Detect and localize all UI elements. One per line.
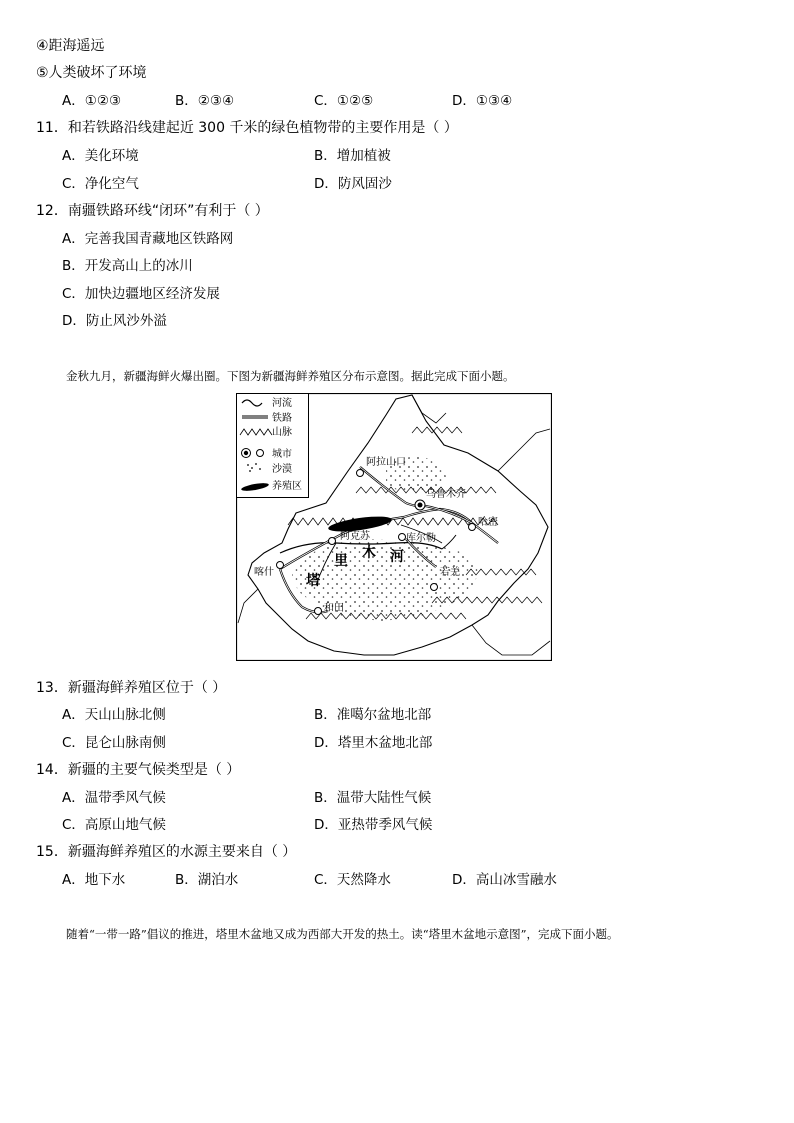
- basin-char-mu: 木: [362, 545, 376, 561]
- city-label-alashankou: 阿拉山口: [366, 457, 406, 468]
- xinjiang-aquaculture-map: [236, 393, 552, 661]
- q10-option-a: A．①②③: [62, 93, 122, 109]
- city-label-hami: 哈密: [478, 517, 498, 528]
- q12-stem: 12．南疆铁路环线“闭环”有利于（ ）: [36, 203, 269, 219]
- q12-option-a: A．完善我国青藏地区铁路网: [62, 231, 234, 247]
- city-marker-aksu: [329, 538, 336, 545]
- q13-option-b: B．准噶尔盆地北部: [314, 707, 432, 723]
- legend-desert-label: 沙漠: [272, 464, 292, 475]
- answer-item-4: ④距海遥远: [36, 38, 105, 54]
- q14-option-c: C．高原山地气候: [62, 817, 166, 833]
- city-label-aksu: 阿克苏: [340, 531, 370, 542]
- q14-option-b: B．温带大陆性气候: [314, 790, 432, 806]
- city-marker-hotan: [315, 608, 322, 615]
- q14-option-d: D．亚热带季风气候: [314, 817, 433, 833]
- q12-option-c: C．加快边疆地区经济发展: [62, 286, 220, 302]
- q11-option-b: B．增加植被: [314, 148, 391, 164]
- q11-option-d: D．防风固沙: [314, 176, 392, 192]
- q15-stem: 15．新疆海鲜养殖区的水源主要来自（ ）: [36, 844, 297, 860]
- legend-city-label: 城市: [272, 449, 292, 460]
- city-marker-korla: [399, 534, 406, 541]
- q10-option-b: B．②③④: [175, 93, 235, 109]
- city-marker-kashgar: [277, 562, 284, 569]
- legend-railway-label: 铁路: [272, 413, 292, 424]
- q12-option-d: D．防止风沙外溢: [62, 313, 167, 329]
- legend-aquaculture-label: 养殖区: [272, 481, 302, 492]
- q15-option-b: B．湖泊水: [175, 872, 239, 888]
- q13-stem: 13．新疆海鲜养殖区位于（ ）: [36, 680, 227, 696]
- q12-option-b: B．开发高山上的冰川: [62, 258, 193, 274]
- basin-char-he: 河: [390, 549, 404, 565]
- city-label-ruoqiang: 若羌: [440, 567, 460, 578]
- q13-option-c: C．昆仑山脉南侧: [62, 735, 166, 751]
- city-label-kashgar: 喀什: [254, 567, 274, 578]
- city-marker-ruoqiang: [431, 584, 438, 591]
- q11-option-a: A．美化环境: [62, 148, 139, 164]
- q14-option-a: A．温带季风气候: [62, 790, 166, 806]
- q15-option-d: D．高山冰雪融水: [452, 872, 557, 888]
- q14-stem: 14．新疆的主要气候类型是（ ）: [36, 762, 241, 778]
- answer-item-5: ⑤人类破坏了环境: [36, 65, 147, 81]
- city-label-urumqi: 乌鲁木齐: [426, 489, 466, 500]
- intro-text-1: 金秋九月，新疆海鲜火爆出圈。下图为新疆海鲜养殖区分布示意图。据此完成下面小题。: [66, 369, 515, 383]
- q15-option-c: C．天然降水: [314, 872, 391, 888]
- city-marker-alashankou: [357, 470, 364, 477]
- city-label-hotan: 和田: [324, 603, 344, 614]
- q11-stem: 11．和若铁路沿线建起近 300 千米的绿色植物带的主要作用是（ ）: [36, 120, 458, 136]
- legend-river-label: 河流: [272, 398, 292, 409]
- basin-char-li: 里: [334, 553, 348, 569]
- city-label-korla: 库尔勒: [406, 533, 436, 544]
- legend-mountain-label: 山脉: [272, 427, 292, 438]
- q10-option-d: D．①③④: [452, 93, 513, 109]
- q13-option-a: A．天山山脉北侧: [62, 707, 166, 723]
- basin-char-ta: 塔: [306, 573, 320, 589]
- city-marker-hami: [469, 524, 476, 531]
- q11-option-c: C．净化空气: [62, 176, 139, 192]
- city-marker-urumqi-dot: [418, 503, 423, 508]
- q15-option-a: A．地下水: [62, 872, 126, 888]
- q13-option-d: D．塔里木盆地北部: [314, 735, 433, 751]
- q10-option-c: C．①②⑤: [314, 93, 374, 109]
- intro-text-2: 随着“一带一路”倡议的推进，塔里木盆地又成为西部大开发的热土。读“塔里木盆地示意图”，完成下面小题。: [66, 927, 619, 941]
